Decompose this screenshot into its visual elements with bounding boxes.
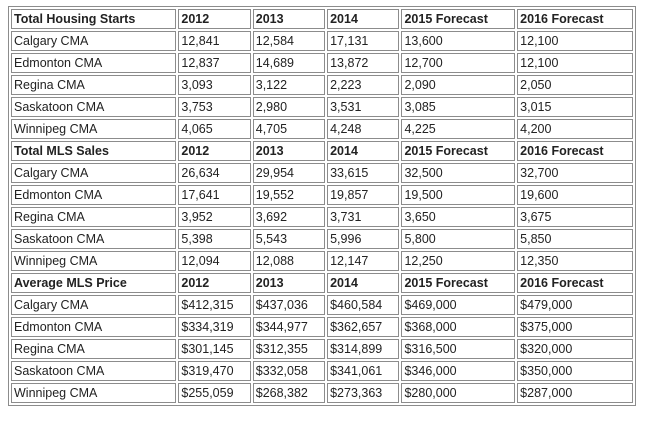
table-cell: 12,350 [517,251,633,271]
column-header: 2013 [253,141,325,161]
column-header: 2012 [178,9,250,29]
table-cell: $301,145 [178,339,250,359]
column-header: 2014 [327,141,399,161]
section-header-row [11,273,633,293]
table-cell: 19,600 [517,185,633,205]
table-cell: 5,398 [178,229,250,249]
table-row [11,295,633,315]
table-cell: 2,980 [253,97,325,117]
table-cell: 4,200 [517,119,633,139]
table-cell: 4,705 [253,119,325,139]
table-cell: $460,584 [327,295,399,315]
table-cell: 12,094 [178,251,250,271]
table-cell: $350,000 [517,361,633,381]
table-cell: 2,090 [401,75,515,95]
table-cell: 3,650 [401,207,515,227]
column-header: 2015 Forecast [401,141,515,161]
table-cell: $362,657 [327,317,399,337]
table-cell: 32,700 [517,163,633,183]
housing-market-table [8,6,636,406]
table-row [11,317,633,337]
column-header: 2013 [253,9,325,29]
table-row [11,251,633,271]
table-cell: 3,731 [327,207,399,227]
section-title: Total Housing Starts [11,9,176,29]
table-cell: 5,996 [327,229,399,249]
table-row [11,185,633,205]
column-header: 2014 [327,273,399,293]
table-cell: $437,036 [253,295,325,315]
table-cell: 12,837 [178,53,250,73]
column-header: 2015 Forecast [401,9,515,29]
table-cell: 3,093 [178,75,250,95]
table-cell: $469,000 [401,295,515,315]
table-row [11,339,633,359]
row-label: Regina CMA [11,207,176,227]
row-label: Winnipeg CMA [11,119,176,139]
table-cell: 3,085 [401,97,515,117]
table-cell: 2,050 [517,75,633,95]
table-cell: $280,000 [401,383,515,403]
column-header: 2013 [253,273,325,293]
column-header: 2012 [178,141,250,161]
table-cell: 3,675 [517,207,633,227]
row-label: Regina CMA [11,75,176,95]
column-header: 2015 Forecast [401,273,515,293]
table-cell: 13,600 [401,31,515,51]
table-cell: 12,250 [401,251,515,271]
column-header: 2016 Forecast [517,141,633,161]
table-cell: 2,223 [327,75,399,95]
table-row [11,119,633,139]
table-cell: 3,952 [178,207,250,227]
table-row [11,75,633,95]
section-header-row [11,141,633,161]
table-cell: $255,059 [178,383,250,403]
table-cell: 12,088 [253,251,325,271]
row-label: Saskatoon CMA [11,97,176,117]
table-cell: $268,382 [253,383,325,403]
table-cell: 3,122 [253,75,325,95]
table-cell: 33,615 [327,163,399,183]
table-cell: $332,058 [253,361,325,381]
table-cell: 32,500 [401,163,515,183]
table-row [11,207,633,227]
table-cell: 12,841 [178,31,250,51]
row-label: Winnipeg CMA [11,251,176,271]
table-cell: 12,584 [253,31,325,51]
row-label: Winnipeg CMA [11,383,176,403]
table-row [11,163,633,183]
table-cell: 19,552 [253,185,325,205]
table-cell: 5,543 [253,229,325,249]
table-cell: 5,850 [517,229,633,249]
table-cell: 26,634 [178,163,250,183]
table-cell: 17,641 [178,185,250,205]
column-header: 2014 [327,9,399,29]
table-row [11,229,633,249]
table-cell: 5,800 [401,229,515,249]
row-label: Edmonton CMA [11,185,176,205]
table-cell: $320,000 [517,339,633,359]
table-cell: 12,100 [517,53,633,73]
table-cell: $368,000 [401,317,515,337]
table-cell: 12,147 [327,251,399,271]
table-cell: 19,500 [401,185,515,205]
table-cell: 12,700 [401,53,515,73]
table-cell: $479,000 [517,295,633,315]
table-cell: $412,315 [178,295,250,315]
row-label: Edmonton CMA [11,317,176,337]
row-label: Regina CMA [11,339,176,359]
table-cell: $287,000 [517,383,633,403]
table-row [11,361,633,381]
table-cell: $341,061 [327,361,399,381]
column-header: 2012 [178,273,250,293]
table-cell: 3,753 [178,97,250,117]
row-label: Calgary CMA [11,295,176,315]
table-cell: $312,355 [253,339,325,359]
table-cell: 19,857 [327,185,399,205]
table-cell: $375,000 [517,317,633,337]
table-cell: $316,500 [401,339,515,359]
table-body [11,9,633,403]
table-cell: $334,319 [178,317,250,337]
row-label: Saskatoon CMA [11,229,176,249]
table-cell: 29,954 [253,163,325,183]
table-cell: 3,015 [517,97,633,117]
table-cell: 3,692 [253,207,325,227]
row-label: Calgary CMA [11,163,176,183]
table-cell: $344,977 [253,317,325,337]
table-row [11,97,633,117]
table-cell: 13,872 [327,53,399,73]
table-row [11,31,633,51]
table-cell: $314,899 [327,339,399,359]
section-header-row [11,9,633,29]
table-cell: 14,689 [253,53,325,73]
table-cell: $273,363 [327,383,399,403]
column-header: 2016 Forecast [517,273,633,293]
table-row [11,383,633,403]
section-title: Average MLS Price [11,273,176,293]
column-header: 2016 Forecast [517,9,633,29]
table-row [11,53,633,73]
table-cell: 4,065 [178,119,250,139]
table-cell: 17,131 [327,31,399,51]
section-title: Total MLS Sales [11,141,176,161]
table-cell: 4,225 [401,119,515,139]
row-label: Calgary CMA [11,31,176,51]
housing-data-container [8,6,636,406]
table-cell: 3,531 [327,97,399,117]
table-cell: $319,470 [178,361,250,381]
table-cell: 4,248 [327,119,399,139]
row-label: Edmonton CMA [11,53,176,73]
table-cell: 12,100 [517,31,633,51]
row-label: Saskatoon CMA [11,361,176,381]
table-cell: $346,000 [401,361,515,381]
